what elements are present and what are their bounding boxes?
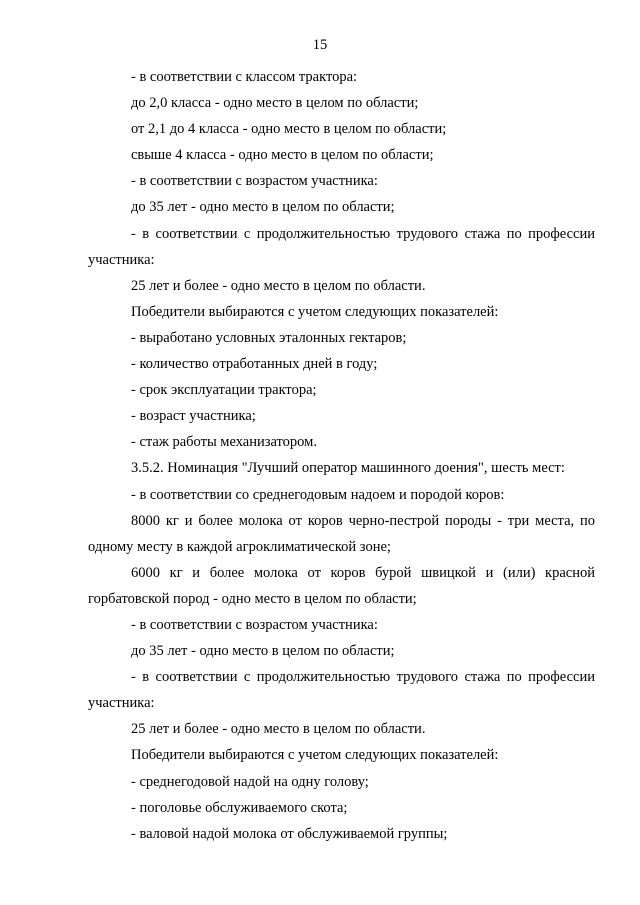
text-line: - стаж работы механизатором. [131,434,317,451]
text-line: - возраст участника; [131,408,256,425]
text-line: 6000 кг и более молока от коров бурой швицкой и (или) красной [131,564,595,581]
text-line: - валовой надой молока от обслуживаемой группы; [131,825,448,842]
text-line: - поголовье обслуживаемого скота; [131,799,348,816]
text-line: Победители выбираются с учетом следующих показателей: [131,303,499,320]
text-line: - в соответствии с возрастом участника: [131,173,378,190]
section-heading: 3.5.2. Номинация "Лучший оператор машинного доения", шесть мест: [131,460,565,477]
text-line: свыше 4 класса - одно место в целом по области; [131,147,434,164]
text-line: участника: [88,695,155,712]
text-line: - срок эксплуатации трактора; [131,382,317,399]
text-line: Победители выбираются с учетом следующих показателей: [131,747,499,764]
text-line: 25 лет и более - одно место в целом по области. [131,277,426,294]
text-line: до 2,0 класса - одно место в целом по области; [131,95,419,112]
text-line: - выработано условных эталонных гектаров; [131,329,407,346]
text-line: одному месту в каждой агроклиматической зоне; [88,538,391,555]
text-line: - в соответствии с продолжительностью трудового стажа по профессии [131,225,595,242]
text-line: от 2,1 до 4 класса - одно место в целом по области; [131,121,447,138]
text-line: 8000 кг и более молока от коров черно-пестрой породы - три места, по [131,512,595,529]
text-line: - среднегодовой надой на одну голову; [131,773,369,790]
text-line: участника: [88,251,155,268]
text-line: - в соответствии с классом трактора: [131,69,358,85]
text-line: - в соответствии с возрастом участника: [131,616,378,633]
page-number: 15 [312,37,328,53]
text-line: 25 лет и более - одно место в целом по области. [131,721,426,738]
text-line: до 35 лет - одно место в целом по области; [131,643,395,660]
text-line: до 35 лет - одно место в целом по области; [131,199,395,216]
text-line: - в соответствии со среднегодовым надоем и породой коров: [131,486,505,503]
document-body [88,68,595,851]
text-line: - в соответствии с продолжительностью трудового стажа по профессии [131,669,595,686]
text-line: горбатовской пород - одно место в целом по области; [88,590,417,607]
text-line: - количество отработанных дней в году; [131,356,378,373]
